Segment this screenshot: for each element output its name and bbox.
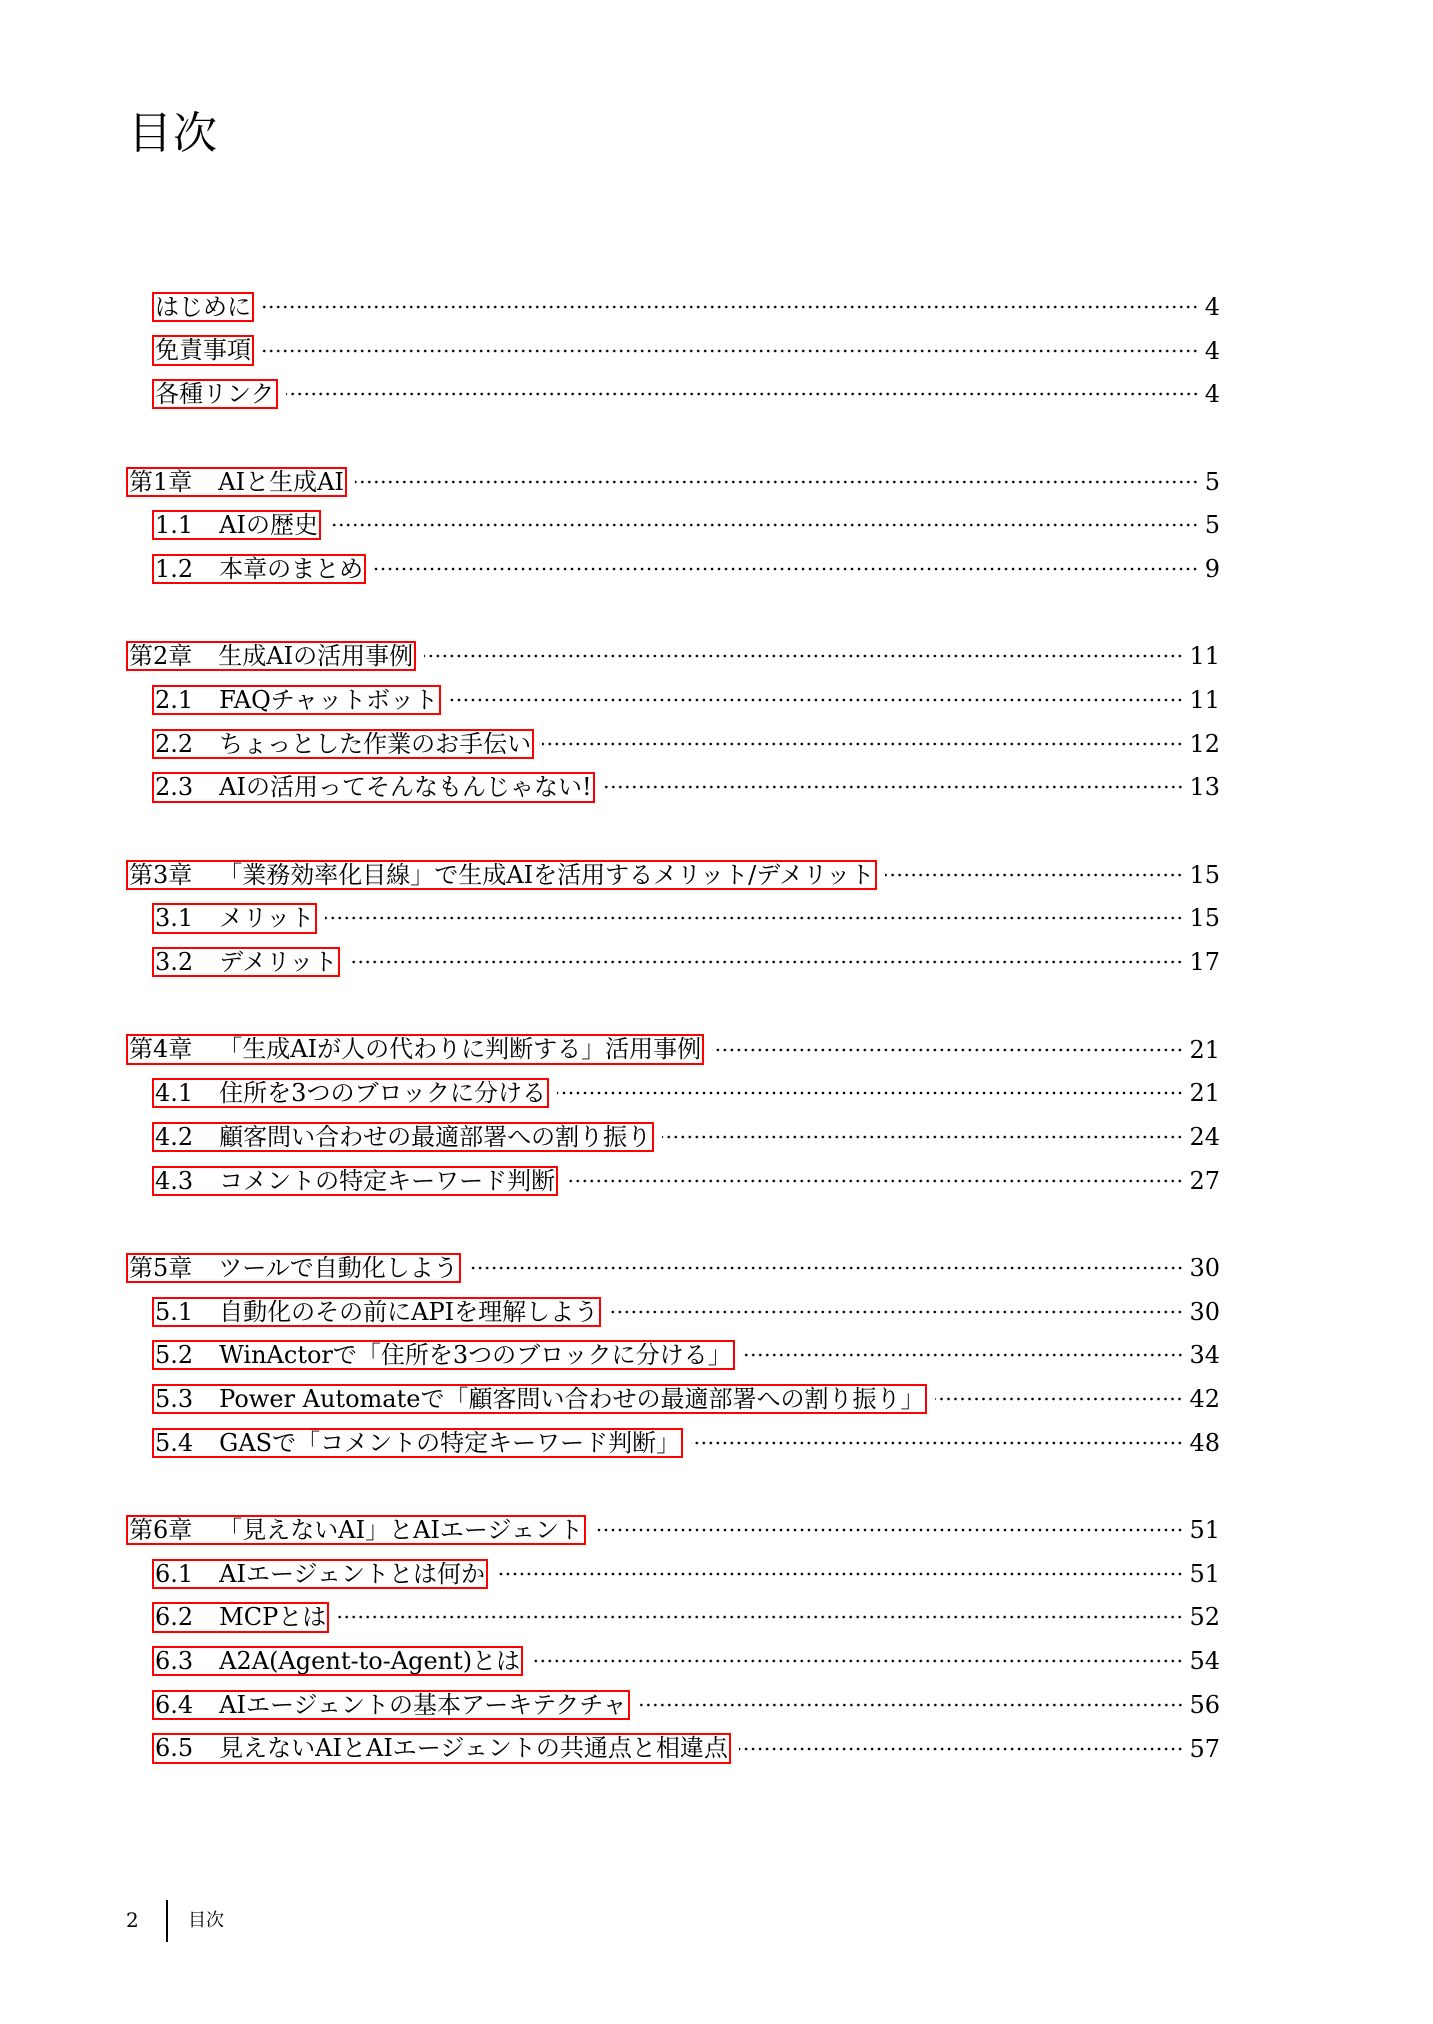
- toc-link[interactable]: [126, 1515, 586, 1545]
- toc-link[interactable]: [152, 1602, 329, 1632]
- toc-group-chapter-4: [126, 1028, 1220, 1203]
- toc-link[interactable]: [152, 1559, 488, 1589]
- toc-link[interactable]: [152, 1166, 558, 1196]
- toc-link[interactable]: [126, 1253, 461, 1283]
- dot-leader: [337, 1613, 1183, 1621]
- entry-title: 各種リンク: [155, 380, 275, 409]
- page-number: 5: [1204, 467, 1220, 496]
- section-title: 自動化のその前にAPIを理解しよう: [219, 1297, 599, 1326]
- page-number: 21: [1189, 1035, 1220, 1064]
- page-number: 42: [1189, 1385, 1220, 1414]
- section-number: 1.1: [155, 511, 194, 540]
- section-number: 5.2: [155, 1341, 194, 1370]
- dot-leader: [557, 1089, 1183, 1097]
- section-title: デメリット: [219, 948, 338, 977]
- toc-entry-section-5-1: [126, 1290, 1220, 1334]
- section-title: AIの活用ってそんなもんじゃない!: [219, 773, 592, 802]
- dot-leader: [638, 1701, 1184, 1709]
- toc-link[interactable]: [152, 1297, 601, 1327]
- page-number: 15: [1189, 904, 1220, 933]
- toc-entry-chapter-5: [126, 1246, 1220, 1290]
- dot-leader: [424, 652, 1183, 660]
- section-number: 2.3: [155, 773, 194, 802]
- chapter-title: AIと生成AI: [218, 467, 344, 496]
- page-number: 54: [1189, 1647, 1220, 1676]
- page-number: 4: [1204, 292, 1220, 321]
- dot-leader: [374, 565, 1199, 573]
- toc-entry-chapter-1: [126, 460, 1220, 504]
- section-number: 1.2: [155, 554, 194, 583]
- toc-entry-section-3-2: [126, 940, 1220, 984]
- chapter-title: 「見えないAI」とAIエージェント: [218, 1516, 583, 1544]
- toc-entry-section-4-1: [126, 1071, 1220, 1115]
- section-title: AIエージェントの基本アーキテクチャ: [219, 1690, 627, 1719]
- section-title: GASで「コメントの特定キーワード判断」: [219, 1428, 681, 1457]
- footer-divider: [166, 1900, 168, 1942]
- toc-entry-section-2-1: [126, 678, 1220, 722]
- section-number: 5.1: [155, 1297, 194, 1326]
- dot-leader: [355, 478, 1199, 486]
- section-number: 6.1: [155, 1559, 194, 1588]
- toc-link[interactable]: [152, 1733, 731, 1763]
- section-title: A2A(Agent-to-Agent)とは: [219, 1647, 521, 1676]
- section-title: 住所を3つのブロックに分ける: [219, 1079, 546, 1108]
- toc-group-chapter-2: [126, 635, 1220, 810]
- table-of-contents: [126, 285, 1220, 1770]
- chapter-title: 「生成AIが人の代わりに判断する」活用事例: [218, 1035, 702, 1064]
- section-number: 6.5: [155, 1734, 194, 1763]
- dot-leader: [469, 1264, 1184, 1272]
- section-title: 本章のまとめ: [219, 554, 364, 583]
- toc-link[interactable]: [152, 379, 278, 409]
- section-number: 3.2: [155, 948, 194, 977]
- page-number: 56: [1189, 1690, 1220, 1719]
- page-heading: 目次: [128, 108, 218, 159]
- dot-leader: [348, 958, 1183, 966]
- section-number: 6.4: [155, 1690, 194, 1719]
- toc-entry-disclaimer: [126, 329, 1220, 373]
- page-number: 48: [1189, 1428, 1220, 1457]
- toc-link[interactable]: [152, 903, 317, 933]
- toc-link[interactable]: [152, 510, 321, 540]
- dot-leader: [262, 303, 1199, 311]
- toc-link[interactable]: [152, 1078, 549, 1108]
- dot-leader: [325, 914, 1183, 922]
- dot-leader: [566, 1177, 1183, 1185]
- section-title: AIエージェントとは何か: [219, 1559, 486, 1588]
- page-number: 11: [1189, 642, 1220, 671]
- toc-entry-section-4-3: [126, 1159, 1220, 1203]
- toc-link[interactable]: [152, 685, 441, 715]
- section-title: WinActorで「住所を3つのブロックに分ける」: [219, 1341, 732, 1370]
- toc-group-chapter-3: [126, 853, 1220, 984]
- toc-link[interactable]: [152, 1384, 927, 1414]
- chapter-title: 生成AIの活用事例: [218, 642, 414, 671]
- page-number: 51: [1189, 1516, 1220, 1545]
- dot-leader: [712, 1046, 1183, 1054]
- toc-link[interactable]: [152, 1122, 654, 1152]
- toc-entry-section-2-2: [126, 722, 1220, 766]
- page-number: 4: [1204, 380, 1220, 409]
- toc-entry-section-4-2: [126, 1115, 1220, 1159]
- chapter-title: ツールで自動化しよう: [218, 1253, 458, 1282]
- toc-entry-chapter-3: [126, 853, 1220, 897]
- toc-link[interactable]: [152, 729, 534, 759]
- toc-link[interactable]: [152, 1690, 630, 1720]
- toc-link[interactable]: [152, 335, 254, 365]
- toc-entry-introduction: [126, 285, 1220, 329]
- section-number: 3.1: [155, 904, 194, 933]
- section-number: 6.2: [155, 1603, 194, 1632]
- chapter-number: 第1章: [129, 467, 193, 496]
- toc-entry-section-5-2: [126, 1334, 1220, 1378]
- toc-entry-chapter-2: [126, 635, 1220, 679]
- chapter-title: 「業務効率化目線」で生成AIを活用するメリット/デメリット: [218, 860, 875, 889]
- dot-leader: [885, 871, 1183, 879]
- section-title: FAQチャットボット: [219, 685, 439, 714]
- section-title: AIの歴史: [219, 511, 318, 540]
- toc-entry-section-5-3: [126, 1377, 1220, 1421]
- page-number: 21: [1189, 1079, 1220, 1108]
- toc-entry-chapter-4: [126, 1028, 1220, 1072]
- section-title: 顧客問い合わせの最適部署への割り振り: [219, 1122, 652, 1151]
- page-number: 30: [1189, 1297, 1220, 1326]
- toc-group-chapter-1: [126, 460, 1220, 591]
- page-number: 51: [1189, 1559, 1220, 1588]
- chapter-number: 第4章: [129, 1035, 193, 1064]
- toc-link[interactable]: [152, 947, 340, 977]
- page-number: 13: [1189, 773, 1220, 802]
- toc-link[interactable]: [126, 641, 416, 671]
- toc-group-chapter-5: [126, 1246, 1220, 1464]
- entry-title: はじめに: [155, 292, 251, 321]
- section-number: 4.2: [155, 1122, 194, 1151]
- page-number: 34: [1189, 1341, 1220, 1370]
- chapter-number: 第2章: [129, 642, 193, 671]
- page-number: 17: [1189, 948, 1220, 977]
- chapter-number: 第5章: [129, 1253, 193, 1282]
- toc-entry-section-5-4: [126, 1421, 1220, 1465]
- dot-leader: [662, 1133, 1183, 1141]
- toc-entry-section-6-5: [126, 1727, 1220, 1771]
- page-number: 24: [1189, 1122, 1220, 1151]
- toc-group-chapter-6: [126, 1508, 1220, 1770]
- section-number: 5.3: [155, 1384, 194, 1413]
- footer-running-title: 目次: [188, 1910, 224, 1931]
- toc-entry-section-1-1: [126, 503, 1220, 547]
- page-number: 9: [1204, 554, 1220, 583]
- dot-leader: [262, 347, 1199, 355]
- toc-link[interactable]: [152, 1646, 523, 1676]
- dot-leader: [743, 1351, 1184, 1359]
- section-title: コメントの特定キーワード判断: [219, 1166, 556, 1195]
- dot-leader: [739, 1745, 1184, 1753]
- toc-group-front-matter: [126, 285, 1220, 416]
- toc-link[interactable]: [152, 772, 595, 802]
- toc-entry-section-6-2: [126, 1596, 1220, 1640]
- dot-leader: [609, 1308, 1183, 1316]
- dot-leader: [594, 1526, 1184, 1534]
- toc-entry-section-3-1: [126, 897, 1220, 941]
- section-number: 4.3: [155, 1166, 194, 1195]
- page-number: 11: [1189, 686, 1220, 715]
- toc-link[interactable]: [152, 292, 254, 322]
- page-number: 5: [1204, 511, 1220, 540]
- entry-title: 免責事項: [155, 336, 251, 365]
- section-number: 4.1: [155, 1079, 194, 1108]
- toc-link[interactable]: [152, 554, 366, 584]
- page-number: 30: [1189, 1253, 1220, 1282]
- section-number: 6.3: [155, 1647, 194, 1676]
- dot-leader: [691, 1439, 1183, 1447]
- toc-entry-section-2-3: [126, 766, 1220, 810]
- page-number: 52: [1189, 1603, 1220, 1632]
- section-number: 5.4: [155, 1428, 194, 1457]
- dot-leader: [603, 783, 1184, 791]
- section-title: メリット: [219, 904, 315, 933]
- toc-entry-section-6-4: [126, 1683, 1220, 1727]
- toc-link[interactable]: [126, 467, 347, 497]
- section-title: 見えないAIとAIエージェントの共通点と相違点: [219, 1734, 728, 1763]
- chapter-number: 第3章: [129, 860, 193, 889]
- toc-link[interactable]: [126, 860, 877, 890]
- toc-entry-links: [126, 372, 1220, 416]
- dot-leader: [286, 390, 1199, 398]
- section-number: 2.1: [155, 685, 194, 714]
- dot-leader: [531, 1657, 1183, 1665]
- page-number: 15: [1189, 860, 1220, 889]
- dot-leader: [496, 1570, 1183, 1578]
- footer-page-number: 2: [126, 1908, 139, 1932]
- page-number: 57: [1189, 1734, 1220, 1763]
- dot-leader: [542, 740, 1183, 748]
- toc-entry-section-6-1: [126, 1552, 1220, 1596]
- section-title: Power Automateで「顧客問い合わせの最適部署への割り振り」: [219, 1384, 925, 1413]
- section-title: ちょっとした作業のお手伝い: [219, 729, 532, 758]
- dot-leader: [935, 1395, 1183, 1403]
- chapter-number: 第6章: [129, 1516, 193, 1544]
- page-number: 12: [1189, 729, 1220, 758]
- dot-leader: [329, 521, 1199, 529]
- section-number: 2.2: [155, 729, 194, 758]
- dot-leader: [449, 696, 1183, 704]
- toc-link[interactable]: [152, 1428, 683, 1458]
- toc-entry-section-1-2: [126, 547, 1220, 591]
- page-number: 27: [1189, 1166, 1220, 1195]
- section-title: MCPとは: [219, 1603, 327, 1632]
- toc-link[interactable]: [126, 1034, 704, 1064]
- toc-entry-section-6-3: [126, 1639, 1220, 1683]
- toc-entry-chapter-6: [126, 1508, 1220, 1552]
- page-number: 4: [1204, 336, 1220, 365]
- toc-link[interactable]: [152, 1340, 735, 1370]
